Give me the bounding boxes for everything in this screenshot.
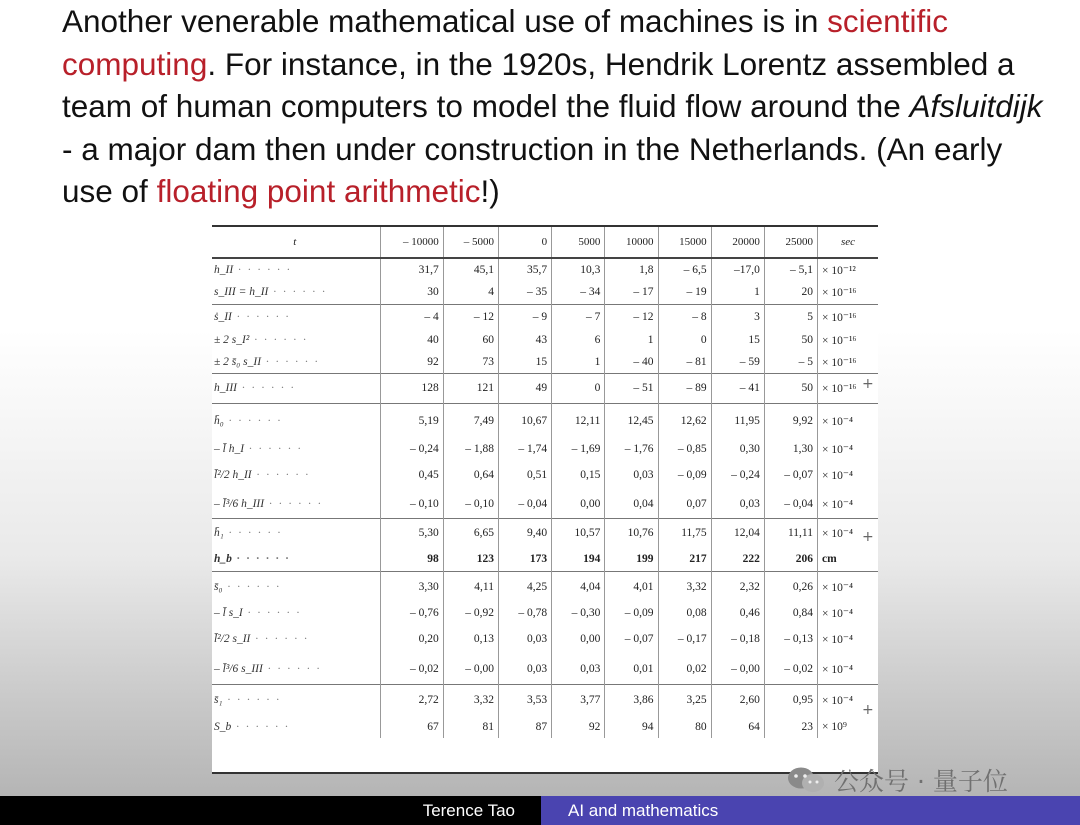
table-cell: 0,84 — [764, 602, 817, 624]
table-cell: 9,92 — [764, 403, 817, 438]
table-header-cell: 20000 — [711, 227, 764, 258]
table-cell: 20 — [764, 281, 817, 304]
table-cell: 123 — [443, 548, 498, 571]
table-cell: 0,30 — [711, 438, 764, 460]
table-cell: 0,03 — [552, 654, 605, 684]
footer-author: Terence Tao — [422, 801, 515, 820]
table-cell: 10,67 — [498, 403, 551, 438]
unit-cell: × 10⁻¹⁶ — [818, 329, 878, 351]
table-cell: 5,19 — [380, 403, 443, 438]
table-cell: – 51 — [605, 373, 658, 403]
table-cell: 0,01 — [605, 654, 658, 684]
table-cell: 173 — [498, 548, 551, 571]
table-cell: 0,00 — [552, 490, 605, 518]
table-row — [212, 258, 878, 281]
table-cell: 23 — [764, 715, 817, 738]
table-header-cell: 10000 — [605, 227, 658, 258]
text-part-1: Another venerable mathematical use of machines is in — [62, 3, 828, 39]
table-cell: – 1,69 — [552, 438, 605, 460]
table-cell: – 0,07 — [605, 624, 658, 654]
table-row — [212, 490, 878, 518]
table-cell: 3,86 — [605, 684, 658, 715]
table-cell: 50 — [764, 373, 817, 403]
table-header-cell: 25000 — [764, 227, 817, 258]
table-row — [212, 571, 878, 602]
table-row — [212, 548, 878, 571]
table-cell: 3 — [711, 304, 764, 329]
table-cell: 40 — [380, 329, 443, 351]
table-cell: – 0,02 — [380, 654, 443, 684]
table-cell: 0,15 — [552, 460, 605, 490]
table-cell: 43 — [498, 329, 551, 351]
wechat-icon — [786, 765, 826, 795]
table-cell: – 1,88 — [443, 438, 498, 460]
table-cell: 0,46 — [711, 602, 764, 624]
plus-mark: + — [862, 376, 874, 392]
unit-cell: × 10⁻¹⁶ — [818, 304, 878, 329]
table-cell: 6,65 — [443, 518, 498, 548]
unit-cell: × 10⁻⁴ — [818, 490, 878, 518]
table-cell: – 12 — [605, 304, 658, 329]
table-cell: 1,30 — [764, 438, 817, 460]
table-cell: 50 — [764, 329, 817, 351]
table-body — [212, 258, 878, 738]
row-label: s_III = h_II · · · · · · — [214, 286, 327, 299]
table-cell: 5 — [764, 304, 817, 329]
table-cell: – 7 — [552, 304, 605, 329]
table-cell: 2,32 — [711, 571, 764, 602]
table-cell: – 1,76 — [605, 438, 658, 460]
table-row — [212, 602, 878, 624]
table-cell: 11,11 — [764, 518, 817, 548]
table-cell: – 0,09 — [658, 460, 711, 490]
table-cell: 4,01 — [605, 571, 658, 602]
row-label: h_b · · · · · · — [214, 553, 291, 566]
table-cell: 6 — [552, 329, 605, 351]
table-cell: 64 — [711, 715, 764, 738]
table-header-cell: sec — [818, 227, 878, 258]
table-row — [212, 304, 878, 329]
row-label: l̄²/2 s_II · · · · · · — [214, 633, 309, 645]
lorentz-table-image — [212, 225, 878, 774]
table-cell: 11,75 — [658, 518, 711, 548]
text-part-4: !) — [480, 173, 500, 209]
row-label: ± 2 s̄₀ s_II · · · · · · — [214, 355, 320, 368]
table-cell: – 59 — [711, 351, 764, 373]
row-label: s̄₁ · · · · · · — [212, 684, 380, 715]
unit-cell: × 10⁻⁴ — [818, 518, 878, 548]
table-cell: 4,25 — [498, 571, 551, 602]
table-cell: 3,77 — [552, 684, 605, 715]
table-cell: 4,11 — [443, 571, 498, 602]
table-cell: 128 — [380, 373, 443, 403]
table-cell: – 0,24 — [380, 438, 443, 460]
table-cell: 98 — [380, 548, 443, 571]
unit-cell: × 10⁻⁴ — [818, 654, 878, 684]
table-cell: 2,60 — [711, 684, 764, 715]
table-cell: 199 — [605, 548, 658, 571]
unit-cell: × 10⁻¹⁶ — [818, 351, 878, 373]
table-cell: 60 — [443, 329, 498, 351]
unit-cell: × 10⁻⁴ — [818, 684, 878, 715]
table-cell: – 0,02 — [764, 654, 817, 684]
table-cell: – 19 — [658, 281, 711, 304]
table-cell: 3,32 — [658, 571, 711, 602]
table-cell: 222 — [711, 548, 764, 571]
table-cell: – 0,78 — [498, 602, 551, 624]
table-cell: 81 — [443, 715, 498, 738]
table-cell: 49 — [498, 373, 551, 403]
table-cell: – 0,76 — [380, 602, 443, 624]
table-row — [212, 373, 878, 403]
row-label: – l̄ h_I · · · · · · — [214, 443, 303, 455]
table-row — [212, 460, 878, 490]
table-cell: – 17 — [605, 281, 658, 304]
table-cell: – 9 — [498, 304, 551, 329]
unit-cell: × 10⁻⁴ — [818, 624, 878, 654]
table-cell: – 0,13 — [764, 624, 817, 654]
watermark — [786, 764, 1008, 796]
row-label: h_II · · · · · · — [214, 264, 292, 276]
table-cell: 3,53 — [498, 684, 551, 715]
table-cell: – 0,10 — [443, 490, 498, 518]
text-part-2: . For instance, in the 1920s, Hendrik Lorentz assembled a team of human computers to model the fluid flow around the — [62, 45, 1015, 124]
table-header-cell: – 5000 — [443, 227, 498, 258]
table-header-cell: t — [212, 227, 380, 258]
table-cell: 4 — [443, 281, 498, 304]
table-cell: 1 — [552, 351, 605, 373]
table-row — [212, 715, 878, 738]
table-cell: – 40 — [605, 351, 658, 373]
table-cell: – 0,30 — [552, 602, 605, 624]
table-cell: – 0,24 — [711, 460, 764, 490]
unit-cell: cm — [818, 548, 878, 571]
table-row — [212, 329, 878, 351]
table-cell: – 8 — [658, 304, 711, 329]
plus-mark: + — [862, 529, 874, 545]
table-cell: – 0,09 — [605, 602, 658, 624]
table-cell: 80 — [658, 715, 711, 738]
table-cell: – 0,92 — [443, 602, 498, 624]
table-cell: – 12 — [443, 304, 498, 329]
table-header-cell: 15000 — [658, 227, 711, 258]
table-cell: 0,45 — [380, 460, 443, 490]
table-cell: 0 — [658, 329, 711, 351]
footer-bar — [0, 796, 1080, 825]
table-cell: – 35 — [498, 281, 551, 304]
table-cell: 5,30 — [380, 518, 443, 548]
table-row — [212, 684, 878, 715]
table-cell: – 0,85 — [658, 438, 711, 460]
table-cell: 0,03 — [711, 490, 764, 518]
table-cell: 3,30 — [380, 571, 443, 602]
table-cell: – 0,04 — [498, 490, 551, 518]
row-label: ṡ_II · · · · · · — [212, 304, 380, 329]
table-cell: 12,45 — [605, 403, 658, 438]
table-cell: – 0,00 — [443, 654, 498, 684]
table-cell: 11,95 — [711, 403, 764, 438]
table-row — [212, 518, 878, 548]
table-cell: 217 — [658, 548, 711, 571]
table-cell: 0,03 — [498, 654, 551, 684]
table-cell: 35,7 — [498, 258, 551, 281]
table-cell: 92 — [380, 351, 443, 373]
table-header-row — [212, 227, 878, 258]
table-cell: – 41 — [711, 373, 764, 403]
table-cell: 121 — [443, 373, 498, 403]
table-cell: 45,1 — [443, 258, 498, 281]
table-cell: 92 — [552, 715, 605, 738]
unit-cell: × 10⁹ — [818, 715, 878, 738]
row-label: l̄²/2 h_II · · · · · · — [214, 469, 311, 481]
unit-cell: × 10⁻⁴ — [818, 403, 878, 438]
table-cell: 12,11 — [552, 403, 605, 438]
table-cell: 0,95 — [764, 684, 817, 715]
table-cell: 94 — [605, 715, 658, 738]
table-header-cell: 0 — [498, 227, 551, 258]
table-cell: 0,02 — [658, 654, 711, 684]
lorentz-computation-table — [212, 227, 878, 738]
row-label: – l̄³/6 s_III · · · · · · — [214, 662, 322, 675]
table-cell: 194 — [552, 548, 605, 571]
table-row — [212, 438, 878, 460]
table-cell: 2,72 — [380, 684, 443, 715]
unit-cell: × 10⁻⁴ — [818, 438, 878, 460]
table-cell: 0,26 — [764, 571, 817, 602]
unit-cell: × 10⁻⁴ — [818, 460, 878, 490]
table-cell: 10,3 — [552, 258, 605, 281]
table-cell: 0,20 — [380, 624, 443, 654]
unit-cell: × 10⁻⁴ — [818, 602, 878, 624]
row-label: h̄₁ · · · · · · — [212, 518, 380, 548]
table-cell: 0,51 — [498, 460, 551, 490]
row-label: h_III · · · · · · — [212, 373, 380, 403]
table-cell: – 34 — [552, 281, 605, 304]
table-header-cell: 5000 — [552, 227, 605, 258]
row-label: s̄₀ · · · · · · — [212, 571, 380, 602]
unit-cell: × 10⁻⁴ — [818, 571, 878, 602]
scientific-computing-link[interactable]: scientific computing — [62, 3, 948, 82]
unit-cell: × 10⁻¹⁶ — [818, 373, 878, 403]
table-cell: 67 — [380, 715, 443, 738]
table-cell: – 0,18 — [711, 624, 764, 654]
table-cell: 10,57 — [552, 518, 605, 548]
table-cell: – 81 — [658, 351, 711, 373]
floating-point-link[interactable]: floating point arithmetic — [156, 173, 481, 209]
row-label: ± 2 s_I² · · · · · · — [214, 334, 308, 346]
table-cell: 0,08 — [658, 602, 711, 624]
table-cell: – 89 — [658, 373, 711, 403]
table-cell: 0,07 — [658, 490, 711, 518]
table-cell: – 0,10 — [380, 490, 443, 518]
table-cell: – 5 — [764, 351, 817, 373]
table-cell: 0,13 — [443, 624, 498, 654]
table-cell: 0,03 — [498, 624, 551, 654]
table-cell: 0,64 — [443, 460, 498, 490]
slide-paragraph — [62, 0, 1052, 213]
table-header-cell: – 10000 — [380, 227, 443, 258]
row-label: – l̄ s_I · · · · · · — [214, 607, 302, 619]
table-row — [212, 281, 878, 304]
table-cell: – 0,17 — [658, 624, 711, 654]
row-label: S_b · · · · · · — [214, 720, 290, 733]
table-cell: 0,04 — [605, 490, 658, 518]
table-cell: 7,49 — [443, 403, 498, 438]
table-row — [212, 403, 878, 438]
row-label: h̄₀ · · · · · · — [212, 403, 380, 438]
table-cell: 30 — [380, 281, 443, 304]
table-cell: 15 — [711, 329, 764, 351]
table-row — [212, 624, 878, 654]
table-cell: 87 — [498, 715, 551, 738]
text-part-3: - a major dam then under construction in the Netherlands. (An early use of — [62, 130, 1003, 209]
footer-title: AI and mathematics — [541, 796, 1080, 825]
watermark-text: 公众号 · 量子位 — [834, 767, 1008, 796]
table-cell: – 5,1 — [764, 258, 817, 281]
table-cell: 206 — [764, 548, 817, 571]
table-cell: 3,32 — [443, 684, 498, 715]
table-cell: 12,04 — [711, 518, 764, 548]
table-cell: 1 — [711, 281, 764, 304]
table-cell: –17,0 — [711, 258, 764, 281]
table-cell: – 1,74 — [498, 438, 551, 460]
table-cell: – 0,07 — [764, 460, 817, 490]
table-cell: 1,8 — [605, 258, 658, 281]
table-row — [212, 351, 878, 373]
table-cell: 4,04 — [552, 571, 605, 602]
table-cell: 15 — [498, 351, 551, 373]
table-cell: 0,00 — [552, 624, 605, 654]
table-cell: 10,76 — [605, 518, 658, 548]
table-cell: – 0,00 — [711, 654, 764, 684]
table-cell: 9,40 — [498, 518, 551, 548]
table-cell: 12,62 — [658, 403, 711, 438]
table-cell: – 0,04 — [764, 490, 817, 518]
unit-cell: × 10⁻¹² — [818, 258, 878, 281]
table-cell: 0,03 — [605, 460, 658, 490]
plus-mark: + — [862, 702, 874, 718]
table-cell: 73 — [443, 351, 498, 373]
unit-cell: × 10⁻¹⁶ — [818, 281, 878, 304]
afsluitdijk-italic: Afsluitdijk — [909, 88, 1043, 124]
row-label: – l̄³/6 h_III · · · · · · — [214, 497, 323, 510]
table-cell: – 6,5 — [658, 258, 711, 281]
table-cell: 0 — [552, 373, 605, 403]
table-cell: – 4 — [380, 304, 443, 329]
table-cell: 3,25 — [658, 684, 711, 715]
table-row — [212, 654, 878, 684]
table-cell: 31,7 — [380, 258, 443, 281]
table-cell: 1 — [605, 329, 658, 351]
